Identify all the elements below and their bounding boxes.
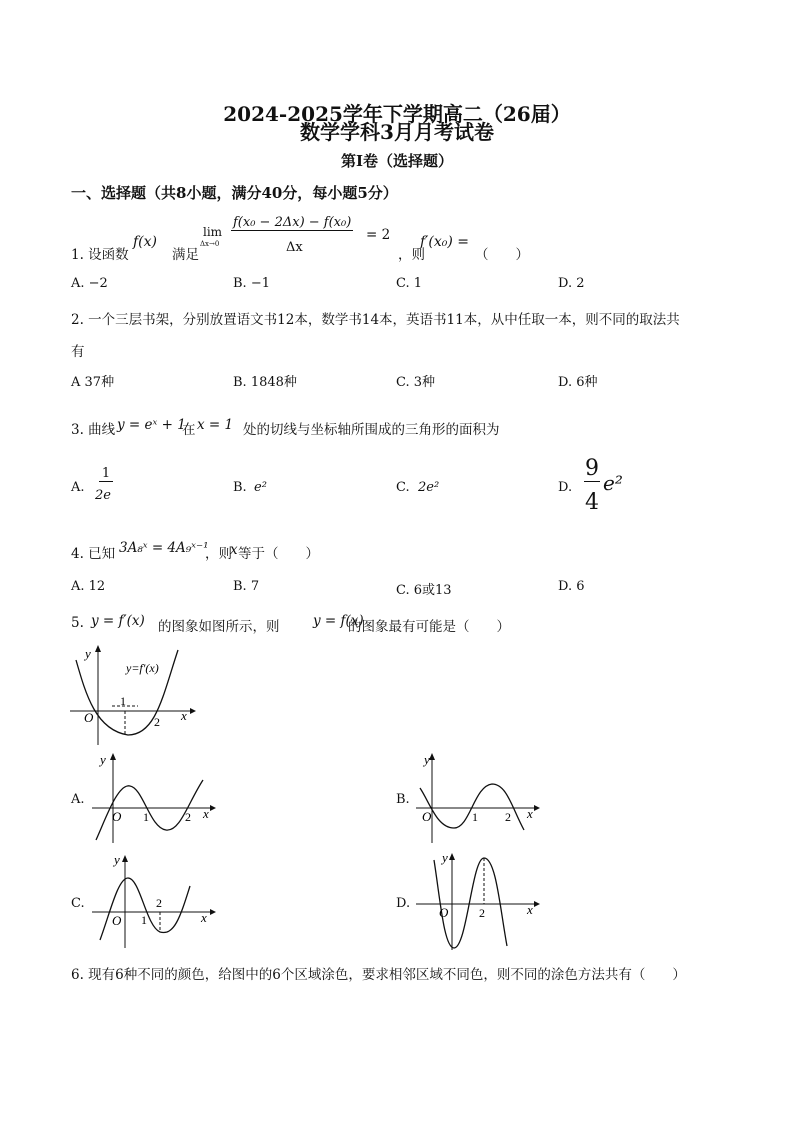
q4-suffix: 等于（ ） (238, 546, 319, 562)
b-tick-1: 1 (472, 810, 478, 824)
q4-eq: 3A₈ˣ = 4A₉ˣ⁻¹ (119, 540, 209, 556)
q1-option-d: D. 2 (558, 276, 585, 291)
q5-suffix: 的图象最有可能是（ ） (348, 619, 510, 635)
q5-option-a-graph (88, 748, 218, 848)
q3-option-d-den: 4 (585, 490, 599, 515)
d-tick-2: 2 (479, 906, 485, 920)
d-y-label: y (442, 850, 448, 865)
q4-option-c: C. 6或13 (396, 583, 452, 598)
exam-title: 2024-2025学年下学期高二（26届） (223, 102, 571, 126)
c-x-label: x (201, 910, 207, 925)
q3-option-c-label: C. (396, 480, 410, 495)
q2-line1: 2. 一个三层书架，分别放置语文书12本，数学书14本，英语书11本，从中任取一本，则不同的取法共 (71, 312, 680, 328)
q5-mid: 的图象如图所示，则 (158, 619, 280, 635)
q1-option-b: B. −1 (233, 276, 270, 291)
a-origin-label: O (112, 809, 122, 824)
main-curve-label: y=f′(x) (126, 661, 159, 675)
b-tick-2: 2 (505, 810, 511, 824)
b-x-label: x (527, 806, 533, 821)
q3-option-b-val: e² (254, 480, 267, 495)
q5-option-a-label: A. (71, 792, 85, 807)
b-y-label: y (424, 752, 430, 767)
a-y-label: y (100, 752, 106, 767)
q3-option-a-den: 2e (95, 488, 111, 503)
a-tick-2: 2 (185, 810, 191, 824)
q3-suffix: 处的切线与坐标轴所围成的三角形的面积为 (243, 422, 500, 438)
main-tick-1: 1 (120, 694, 126, 708)
q5-prefix: 5. (71, 615, 84, 631)
q1-prefix: 1. 设函数 (71, 247, 129, 263)
q3-prefix: 3. 曲线 (71, 422, 116, 438)
q1-lim-sub: Δx→0 (200, 240, 220, 248)
q1-option-a: A. −2 (71, 276, 108, 291)
volume-heading: 第Ⅰ卷（选择题） (340, 152, 454, 170)
exam-subtitle-text: 数学学科3月月考试卷 (300, 120, 494, 144)
b-origin-label: O (422, 809, 432, 824)
q1-paren: （ ） (475, 247, 529, 263)
q5-option-d-label: D. (396, 896, 411, 911)
main-tick-2: 2 (154, 715, 160, 729)
q1-option-c: C. 1 (396, 276, 423, 291)
main-origin-label: O (84, 710, 94, 725)
c-tick-2: 2 (156, 896, 162, 910)
q1-fx: f(x) (133, 234, 158, 250)
a-tick-1: 1 (143, 810, 149, 824)
q2-option-c: C. 3种 (396, 375, 436, 390)
q4-option-d: D. 6 (558, 579, 585, 594)
c-tick-1: 1 (141, 913, 147, 927)
q1-equals: = 2 (366, 227, 391, 243)
main-y-label: y (85, 646, 91, 661)
q3-option-a-label: A. (71, 480, 85, 495)
q1-numerator: f(x₀ − 2Δx) − f(x₀) (233, 215, 352, 230)
q6-text: 6. 现有6种不同的颜色，给图中的6个区域涂色，要求相邻区域不同色，则不同的涂色方法共有（ ） (71, 967, 686, 983)
q3-option-d-tail: e² (603, 471, 623, 495)
q1-denominator: Δx (286, 240, 303, 255)
q1-ask: f′(x₀) = (420, 234, 469, 250)
c-y-label: y (114, 852, 120, 867)
q1-lim: lim (203, 225, 223, 239)
q2-option-b: B. 1848种 (233, 375, 297, 390)
a-x-label: x (203, 806, 209, 821)
q5-option-b-label: B. (396, 792, 410, 807)
q2-option-a: A 37种 (71, 375, 115, 390)
q3-point: x = 1 (197, 417, 234, 433)
d-origin-label: O (439, 905, 449, 920)
q2-option-d: D. 6种 (558, 375, 598, 390)
q3-mid: 在 (182, 422, 196, 438)
d-x-label: x (527, 902, 533, 917)
q5-main-graph (68, 640, 198, 750)
q4-option-a: A. 12 (71, 579, 106, 594)
main-x-label: x (181, 708, 187, 723)
q4-var: x (230, 542, 238, 558)
c-origin-label: O (112, 913, 122, 928)
q3-option-d-num: 9 (585, 456, 599, 481)
q3-option-d-label: D. (558, 480, 573, 495)
q5-option-c-label: C. (71, 896, 85, 911)
section-heading: 一、选择题（共8小题，满分40分，每小题5分） (71, 184, 398, 202)
q3-option-a-num: 1 (99, 466, 113, 482)
q3-curve: y = eˣ + 1 (117, 417, 186, 433)
q5-option-c-graph (88, 848, 218, 953)
q4-prefix: 4. 已知 (71, 546, 116, 562)
q1-then: ，则 (398, 247, 425, 263)
q1-mid: 满足 (172, 247, 199, 263)
q4-then: ，则 (205, 546, 232, 562)
q3-option-b-label: B. (233, 480, 247, 495)
q5-option-d-graph (412, 848, 542, 953)
q5-option-b-graph (412, 748, 542, 848)
q4-option-b: B. 7 (233, 579, 260, 594)
q5-expr1: y = f′(x) (91, 613, 145, 629)
q3-option-c-val: 2e² (418, 480, 440, 495)
q5-expr2: y = f(x) (313, 613, 364, 629)
q2-line2: 有 (71, 344, 85, 360)
